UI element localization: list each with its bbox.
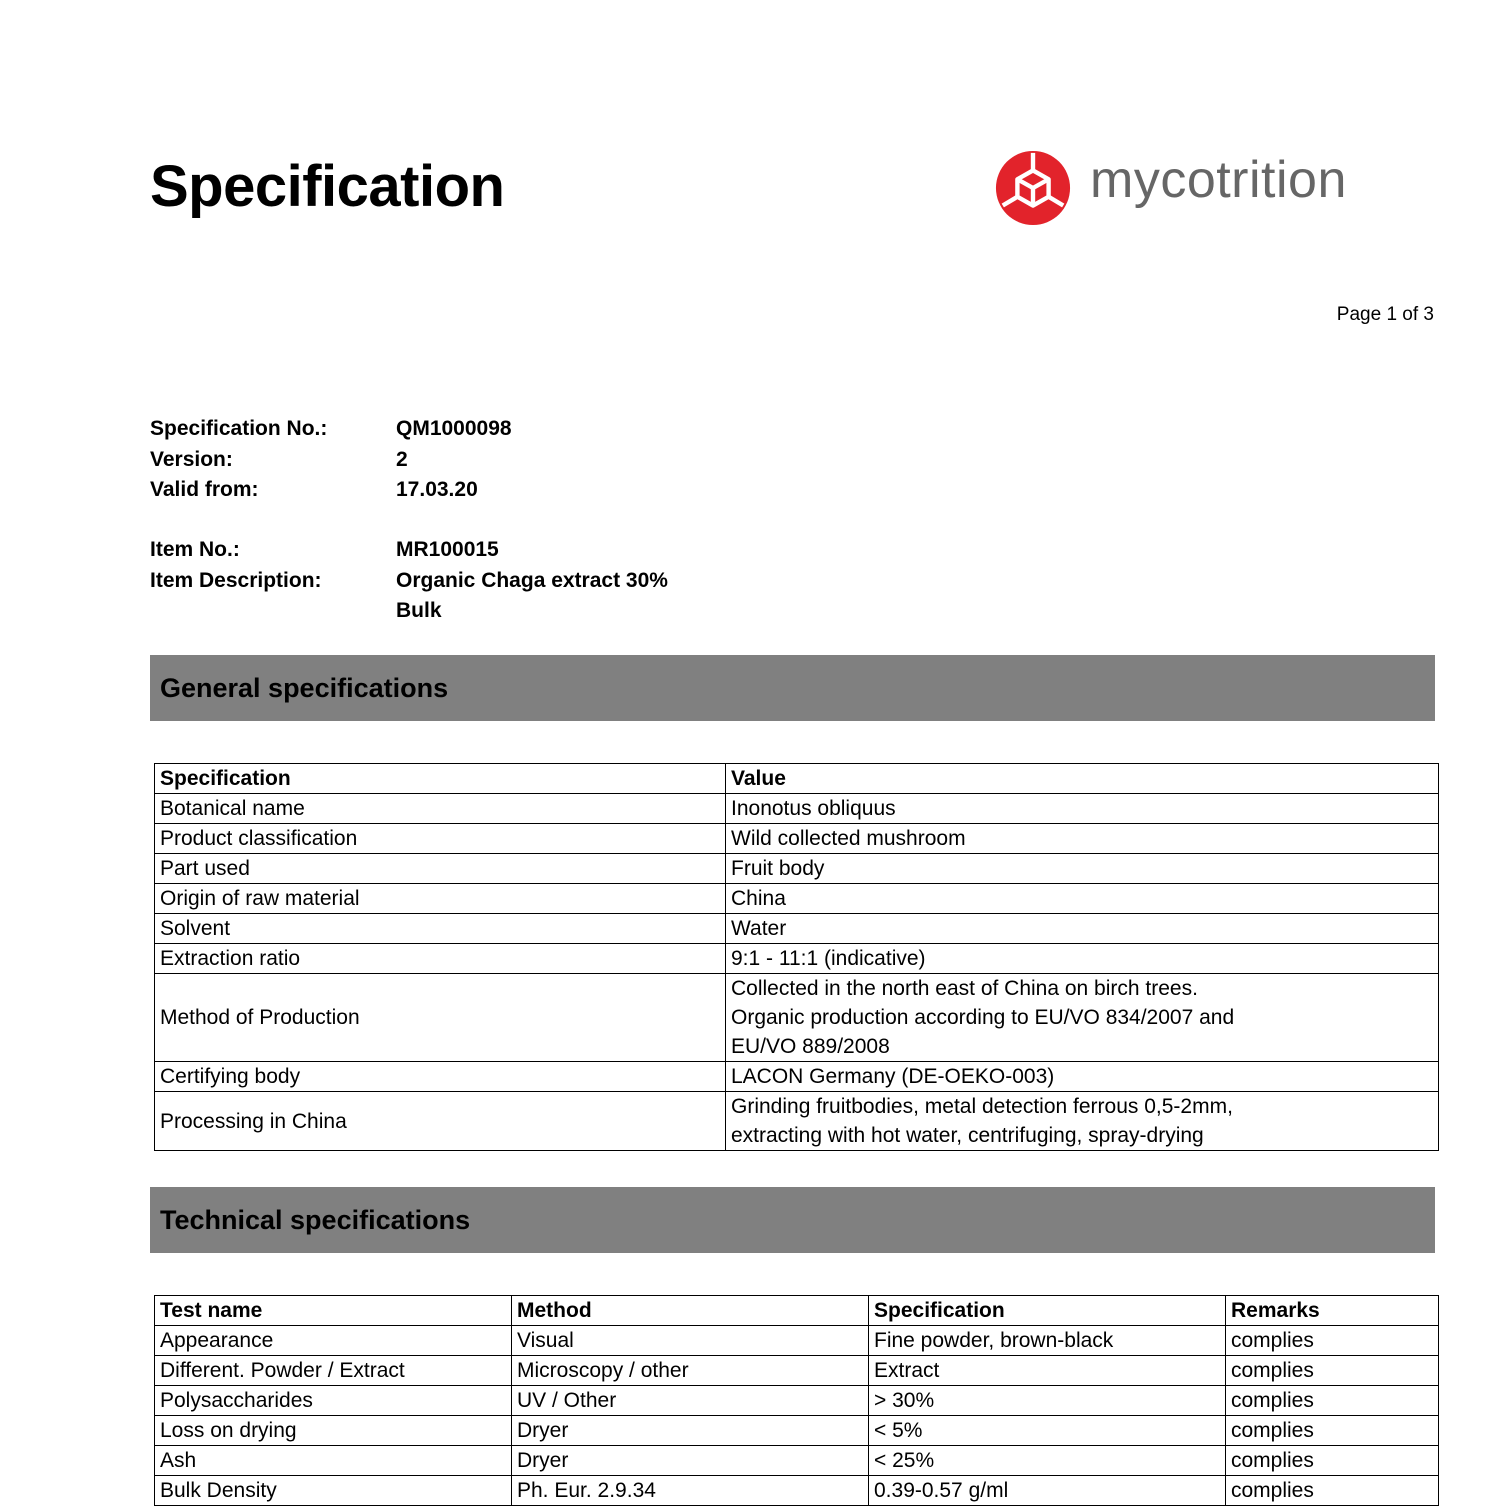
general-specifications-table [154,763,1439,1151]
meta-row-valid-from [150,475,796,506]
meta-row-spec-no [150,414,796,445]
spec-value-line: Inonotus obliquus [731,797,896,820]
page-number: Page 1 of 3 [1336,304,1434,325]
spec-value-cell [726,1092,1439,1151]
table-row [155,1446,1439,1476]
remarks-cell: complies [1226,1386,1439,1416]
meta-label: Item Description: [150,568,322,592]
meta-value: 2 [396,447,408,471]
specification-cell: Extract [869,1356,1226,1386]
spec-name-cell: Botanical name [155,794,726,824]
spec-value-line: Grinding fruitbodies, metal detection ferrous 0,5-2mm, [731,1095,1233,1118]
technical-specifications-heading: Technical specifications [150,1187,1435,1253]
method-cell: UV / Other [512,1386,869,1416]
table-row [155,854,1439,884]
table-row [155,884,1439,914]
brand-logo [994,148,1347,228]
meta-row-version [150,445,796,476]
item-meta [150,535,796,627]
specification-cell: < 5% [869,1416,1226,1446]
test-name-cell: Polysaccharides [155,1386,512,1416]
table-row [155,824,1439,854]
column-header: Specification [869,1296,1226,1326]
table-row [155,1386,1439,1416]
meta-value: MR100015 [396,538,499,561]
remarks-cell: complies [1226,1356,1439,1386]
spec-name-cell: Solvent [155,914,726,944]
spec-value-line: LACON Germany (DE-OEKO-003) [731,1065,1055,1088]
spec-value-line: extracting with hot water, centrifuging, spray-drying [731,1124,1204,1147]
spec-value-cell [726,794,1439,824]
method-cell: Microscopy / other [512,1356,869,1386]
spec-value-cell [726,974,1439,1062]
technical-specifications-table [154,1295,1439,1506]
meta-label: Valid from: [150,478,259,501]
method-cell: Visual [512,1326,869,1356]
spec-value-cell [726,914,1439,944]
test-name-cell: Ash [155,1446,512,1476]
column-header: Test name [155,1296,512,1326]
specification-cell: 0.39-0.57 g/ml [869,1476,1226,1506]
spec-name-cell: Processing in China [155,1092,726,1151]
meta-value: 17.03.20 [396,478,478,501]
table-header-row [155,1296,1439,1326]
spec-value-line: 9:1 - 11:1 (indicative) [731,947,926,970]
spec-value-line: Water [731,917,787,940]
spec-value-cell [726,944,1439,974]
table-row [155,1416,1439,1446]
remarks-cell: complies [1226,1416,1439,1446]
table-row [155,1326,1439,1356]
table-row [155,1062,1439,1092]
meta-label: Version: [150,447,233,471]
table-row [155,1356,1439,1386]
remarks-cell: complies [1226,1476,1439,1506]
spec-value-line: EU/VO 889/2008 [731,1035,890,1058]
meta-row-item-desc-cont [150,596,796,627]
spec-name-cell: Origin of raw material [155,884,726,914]
test-name-cell: Different. Powder / Extract [155,1356,512,1386]
spec-name-cell: Extraction ratio [155,944,726,974]
table-header-row [155,764,1439,794]
spec-value-cell [726,1062,1439,1092]
table-row [155,794,1439,824]
spec-value-line: Wild collected mushroom [731,827,966,850]
remarks-cell: complies [1226,1326,1439,1356]
spec-name-cell: Method of Production [155,974,726,1062]
column-header: Value [726,764,1439,794]
spec-value-line: China [731,887,786,910]
method-cell: Dryer [512,1416,869,1446]
column-header: Specification [155,764,726,794]
spec-value-line: Collected in the north east of China on birch trees. [731,977,1198,1000]
spec-name-cell: Part used [155,854,726,884]
table-row [155,1092,1439,1151]
table-row [155,914,1439,944]
remarks-cell: complies [1226,1446,1439,1476]
table-row [155,944,1439,974]
test-name-cell: Bulk Density [155,1476,512,1506]
method-cell: Dryer [512,1446,869,1476]
meta-row-item-desc [150,566,796,597]
meta-value: Organic Chaga extract 30% [396,568,668,592]
table-row [155,1476,1439,1506]
meta-label: Specification No.: [150,417,328,440]
mycotrition-logo-icon [994,149,1072,227]
specification-cell: < 25% [869,1446,1226,1476]
meta-label: Item No.: [150,538,240,561]
spec-value-cell [726,854,1439,884]
meta-value: Bulk [396,599,442,622]
general-specifications-heading: General specifications [150,655,1435,721]
brand-name: mycotrition [1090,151,1347,209]
test-name-cell: Loss on drying [155,1416,512,1446]
document-title: Specification [150,154,505,219]
meta-row-item-no [150,535,796,566]
spec-value-cell [726,824,1439,854]
document-meta [150,414,796,506]
column-header: Method [512,1296,869,1326]
meta-value: QM1000098 [396,417,512,440]
spec-value-cell [726,884,1439,914]
spec-name-cell: Product classification [155,824,726,854]
specification-cell: > 30% [869,1386,1226,1416]
column-header: Remarks [1226,1296,1439,1326]
spec-name-cell: Certifying body [155,1062,726,1092]
spec-value-line: Organic production according to EU/VO 834/2007 and [731,1006,1235,1029]
spec-value-line: Fruit body [731,857,825,880]
specification-cell: Fine powder, brown-black [869,1326,1226,1356]
table-row [155,974,1439,1062]
test-name-cell: Appearance [155,1326,512,1356]
method-cell: Ph. Eur. 2.9.34 [512,1476,869,1506]
